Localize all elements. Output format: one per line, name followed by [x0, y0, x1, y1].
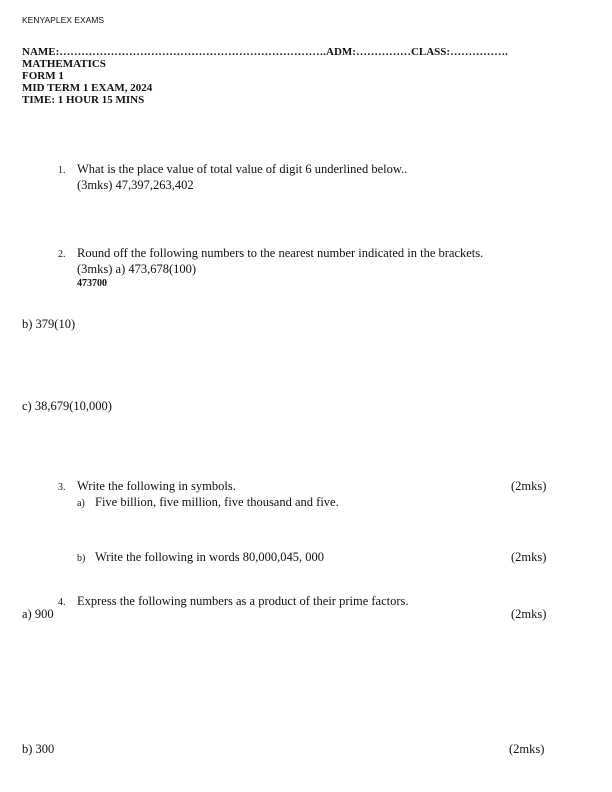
exam-time: TIME: 1 HOUR 15 MINS	[22, 94, 145, 106]
q2-text: Round off the following numbers to the nearest number indicated in the brackets.	[77, 246, 484, 260]
q2-a: (3mks) a) 473,678(100)	[77, 262, 197, 276]
exam-title: MID TERM 1 EXAM, 2024	[22, 82, 153, 94]
q3-number: 3.	[58, 482, 66, 493]
q4-a: a) 900	[22, 607, 54, 621]
q1-number: 1.	[58, 165, 66, 176]
q1-marks: (3mks) 47,397,263,402	[77, 178, 194, 192]
q4-a-marks: (2mks)	[511, 607, 547, 621]
brand-header: KENYAPLEX EXAMS	[22, 15, 105, 25]
name-adm-class-line: NAME:……………………………………………………………….ADM:……………CLASS:…………….	[22, 46, 508, 58]
q2-a-answer: 473700	[77, 278, 107, 289]
q3-a-text: Five billion, five million, five thousand and five.	[95, 495, 339, 509]
q3-text: Write the following in symbols.	[77, 479, 236, 493]
q3-b-text: Write the following in words 80,000,045, 000	[95, 550, 324, 564]
q4-text: Express the following numbers as a product of their prime factors.	[77, 594, 409, 608]
q2-c: c) 38,679(10,000)	[22, 399, 112, 413]
q2-number: 2.	[58, 249, 66, 260]
form: FORM 1	[22, 70, 64, 82]
q3-a-label: a)	[77, 498, 85, 509]
q4-b-marks: (2mks)	[509, 742, 545, 756]
q3-marks: (2mks)	[511, 479, 547, 493]
subject: MATHEMATICS	[22, 58, 106, 70]
q4-b: b) 300	[22, 742, 55, 756]
q3-b-marks: (2mks)	[511, 550, 547, 564]
q4-number: 4.	[58, 597, 66, 608]
q3-b-label: b)	[77, 553, 86, 564]
q2-b: b) 379(10)	[22, 317, 76, 331]
q1-text: What is the place value of total value of digit 6 underlined below..	[77, 162, 408, 176]
